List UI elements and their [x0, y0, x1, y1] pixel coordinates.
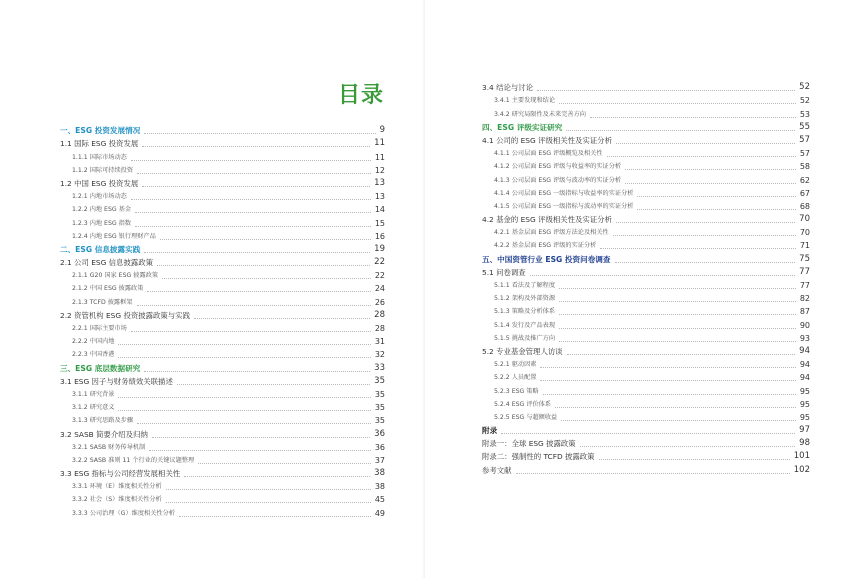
- toc-page-number: 28: [374, 324, 385, 333]
- dot-leader: [559, 314, 796, 315]
- toc-entry[interactable]: [60, 375, 385, 388]
- toc-entry[interactable]: [482, 318, 810, 331]
- toc-page-number: 45: [374, 495, 385, 505]
- toc-entry-label: 4.1.3 公司层面 ESG 评级与波动率的实证分析: [494, 176, 622, 184]
- dot-leader: [559, 288, 796, 289]
- dot-leader: [118, 397, 370, 398]
- dot-leader: [118, 410, 370, 411]
- toc-entry[interactable]: [482, 450, 810, 463]
- toc-page-number: 38: [374, 468, 385, 479]
- toc-page-number: 95: [799, 412, 810, 422]
- dot-leader: [580, 446, 795, 447]
- toc-page-number: 53: [799, 109, 810, 119]
- toc-entry[interactable]: [60, 414, 385, 427]
- toc-entry-label: 2.2.3 中国香港: [72, 351, 115, 359]
- toc-page-number: 14: [374, 205, 385, 215]
- toc-entry-label: 1.1.1 国际市场动态: [72, 153, 127, 161]
- toc-entry-label: 5.2.3 ESG 策略: [494, 387, 539, 395]
- toc-entry[interactable]: [482, 239, 810, 252]
- toc-entry-label: 3.1.2 研究意义: [72, 404, 115, 412]
- dot-leader: [118, 344, 370, 345]
- toc-entry[interactable]: [482, 305, 810, 318]
- toc-entry[interactable]: [60, 401, 385, 414]
- toc-entry-label: 4.2.1 基金层面 ESG 评级方法论及相关性: [494, 229, 609, 237]
- dot-leader: [144, 133, 375, 134]
- dot-leader: [144, 371, 370, 372]
- toc-page-number: 35: [374, 416, 385, 426]
- dot-leader: [561, 420, 796, 421]
- toc-entry[interactable]: [60, 441, 385, 454]
- toc-entry[interactable]: [482, 345, 810, 358]
- toc-page-number: 12: [374, 165, 385, 175]
- toc-page-number: 19: [374, 243, 385, 254]
- toc-page-number: 36: [374, 428, 385, 439]
- toc-section-heading[interactable]: [60, 243, 385, 256]
- dot-leader: [142, 186, 370, 187]
- toc-entry-label: 3.1.1 研究背景: [72, 390, 115, 398]
- toc-entry-label: 4.1.5 公司层面 ESG 一级指标与波动率的实证分析: [494, 202, 634, 210]
- dot-leader: [616, 143, 795, 144]
- toc-entry-label: 一、ESG 投资发展情况: [60, 126, 141, 136]
- toc-page-number: 77: [799, 266, 810, 277]
- toc-entry[interactable]: [60, 454, 385, 467]
- dot-leader: [625, 183, 796, 184]
- toc-page-number: 57: [799, 149, 810, 159]
- toc-section-heading[interactable]: [482, 424, 810, 437]
- toc-entry-label: 附录: [482, 426, 498, 436]
- dot-leader: [540, 380, 795, 381]
- dot-leader: [166, 502, 371, 503]
- dot-leader: [118, 357, 370, 358]
- toc-entry[interactable]: [482, 332, 810, 345]
- toc-entry-label: 4.1 公司的 ESG 评级相关性及实证分析: [482, 135, 612, 145]
- dot-leader: [530, 275, 796, 276]
- toc-entry[interactable]: [60, 295, 385, 308]
- toc-entry-label: 3.2.2 SASB 准则 11 个行业的关键议题整理: [72, 456, 195, 464]
- toc-page-number: 94: [799, 360, 810, 370]
- toc-entry[interactable]: [482, 437, 810, 450]
- toc-entry[interactable]: [60, 269, 385, 282]
- toc-entry-label: 5.1 问卷调查: [482, 267, 526, 277]
- toc-page-number: 22: [374, 257, 385, 268]
- toc-entry-label: 5.2.2 人员配置: [494, 374, 537, 382]
- toc-list-left: [60, 124, 385, 520]
- toc-page-number: 16: [374, 231, 385, 241]
- toc-page-number: 90: [799, 320, 810, 330]
- toc-entry-label: 3.4.2 研究局限性及未来完善方向: [494, 110, 586, 118]
- toc-page-number: 49: [374, 508, 385, 518]
- toc-entry-label: 5.1.3 策略及分析体系: [494, 308, 556, 316]
- toc-entry-label: 2.1.1 G20 国家 ESG 披露政策: [72, 272, 159, 280]
- toc-entry-label: 参考文献: [482, 465, 512, 475]
- toc-page-number: 93: [799, 333, 810, 343]
- dot-leader: [607, 156, 796, 157]
- toc-page-number: 22: [374, 271, 385, 281]
- toc-page-number: 95: [799, 399, 810, 409]
- toc-entry[interactable]: [482, 358, 810, 371]
- toc-entry[interactable]: [482, 398, 810, 411]
- toc-entry-label: 5.2.4 ESG 评价体系: [494, 400, 552, 408]
- toc-page-number: 102: [793, 464, 810, 475]
- toc-entry-label: 5.1.2 架构及外部资源: [494, 295, 556, 303]
- toc-entry-label: 3.3.2 社会（S）维度相关性分析: [72, 496, 162, 504]
- dot-leader: [131, 160, 371, 161]
- toc-entry[interactable]: [482, 134, 810, 147]
- toc-page-number: 98: [799, 438, 810, 449]
- right-page: [425, 0, 850, 578]
- dot-leader: [543, 394, 796, 395]
- toc-entry[interactable]: [482, 226, 810, 239]
- toc-page-number: 26: [374, 297, 385, 307]
- dot-leader: [559, 341, 796, 342]
- toc-entry[interactable]: [60, 282, 385, 295]
- toc-page-number: 95: [799, 386, 810, 396]
- toc-entry-label: 1.2 中国 ESG 投资发展: [60, 178, 139, 188]
- dot-leader: [616, 222, 795, 223]
- toc-entry[interactable]: [482, 279, 810, 292]
- toc-entry[interactable]: [60, 335, 385, 348]
- toc-entry-label: 4.1.1 公司层面 ESG 评级概览及相关性: [494, 150, 603, 158]
- toc-entry[interactable]: [60, 256, 385, 269]
- toc-page-number: 94: [799, 345, 810, 356]
- toc-list-right: [482, 81, 810, 477]
- toc-entry[interactable]: [60, 493, 385, 506]
- toc-entry[interactable]: [482, 200, 810, 213]
- dot-leader: [142, 146, 370, 147]
- dot-leader: [162, 278, 371, 279]
- toc-entry[interactable]: [60, 137, 385, 150]
- dot-leader: [137, 173, 371, 174]
- toc-page-number: 31: [374, 337, 385, 347]
- toc-entry[interactable]: [482, 187, 810, 200]
- toc-entry[interactable]: [60, 480, 385, 493]
- dot-leader: [137, 423, 371, 424]
- toc-page-number: 35: [374, 403, 385, 413]
- toc-entry[interactable]: [482, 213, 810, 226]
- toc-page-number: 67: [799, 188, 810, 198]
- toc-entry-label: 附录一：全球 ESG 披露政策: [482, 439, 576, 449]
- dot-leader: [137, 305, 371, 306]
- dot-leader: [559, 301, 796, 302]
- toc-entry[interactable]: [482, 94, 810, 107]
- toc-page-number: 35: [374, 375, 385, 386]
- toc-entry[interactable]: [482, 292, 810, 305]
- toc-entry-label: 1.2.3 内地 ESG 指数: [72, 219, 132, 227]
- toc-section-heading[interactable]: [482, 252, 810, 265]
- toc-page-number: 9: [379, 125, 385, 136]
- toc-entry-label: 五、中国资管行业 ESG 投资问卷调查: [482, 254, 611, 264]
- dot-leader: [615, 262, 796, 263]
- toc-entry-label: 2.2 资管机构 ESG 投资披露政策与实践: [60, 310, 190, 320]
- dot-leader: [613, 235, 796, 236]
- toc-entry-label: 4.2.2 基金层面 ESG 评级的实证分析: [494, 242, 597, 250]
- toc-entry-label: 2.2.1 国际主要市场: [72, 325, 127, 332]
- dot-leader: [637, 196, 795, 197]
- toc-page-number: 52: [799, 96, 810, 106]
- toc-page-number: 15: [374, 218, 385, 228]
- toc-page-number: 35: [374, 389, 385, 399]
- toc-entry[interactable]: [60, 388, 385, 401]
- toc-page-number: 13: [374, 177, 385, 188]
- toc-entry-label: 2.1.3 TCFD 披露框架: [72, 298, 133, 306]
- toc-entry[interactable]: [482, 411, 810, 424]
- dot-leader: [559, 328, 796, 329]
- toc-entry-label: 3.4 结论与讨论: [482, 83, 534, 93]
- toc-entry[interactable]: [60, 216, 385, 229]
- dot-leader: [149, 450, 371, 451]
- toc-entry-label: 1.2.1 内地市场动态: [72, 193, 127, 201]
- toc-entry-label: 二、ESG 信息披露实践: [60, 244, 141, 254]
- toc-page-number: 13: [374, 192, 385, 202]
- toc-entry-label: 3.3.1 环境（E）维度相关性分析: [72, 483, 162, 491]
- dot-leader: [501, 433, 795, 434]
- toc-page-number: 52: [799, 82, 810, 93]
- dot-leader: [135, 212, 371, 213]
- toc-page-number: 11: [374, 152, 385, 162]
- dot-leader: [166, 489, 371, 490]
- dot-leader: [179, 516, 371, 517]
- toc-entry[interactable]: [60, 164, 385, 177]
- toc-page-number: 62: [799, 175, 810, 185]
- toc-entry-label: 5.2 专业基金管理人访谈: [482, 346, 563, 356]
- toc-entry[interactable]: [60, 467, 385, 480]
- toc-entry-label: 3.4.1 主要发现和结论: [494, 97, 556, 105]
- toc-entry-label: 3.3 ESG 指标与公司经营发展相关性: [60, 469, 181, 479]
- toc-section-heading[interactable]: [60, 124, 385, 137]
- toc-page-number: 71: [799, 241, 810, 251]
- dot-leader: [566, 130, 795, 131]
- toc-entry[interactable]: [60, 177, 385, 190]
- toc-page-number: 82: [799, 294, 810, 304]
- toc-page-number: 24: [374, 284, 385, 294]
- toc-entry[interactable]: [60, 427, 385, 440]
- toc-page-number: 75: [799, 253, 810, 264]
- dot-leader: [177, 384, 370, 385]
- toc-entry[interactable]: [482, 173, 810, 186]
- toc-entry-label: 5.1.4 发行及产品表现: [494, 321, 556, 329]
- dot-leader: [540, 367, 795, 368]
- toc-entry-label: 3.1 ESG 因子与财务绩效关联描述: [60, 376, 173, 386]
- dot-leader: [147, 291, 370, 292]
- toc-entry-label: 1.2.2 内地 ESG 基金: [72, 206, 132, 214]
- toc-entry-label: 4.1.2 公司层面 ESG 评级与收益率的实证分析: [494, 163, 622, 171]
- dot-leader: [516, 473, 790, 474]
- toc-entry[interactable]: [482, 160, 810, 173]
- toc-entry[interactable]: [60, 203, 385, 216]
- toc-page-number: 33: [374, 362, 385, 373]
- toc-section-heading[interactable]: [60, 361, 385, 374]
- toc-page-number: 94: [799, 373, 810, 383]
- toc-entry[interactable]: [60, 150, 385, 163]
- toc-entry-label: 1.1 国际 ESG 投资发展: [60, 139, 139, 149]
- dot-leader: [600, 248, 795, 249]
- toc-page-number: 70: [799, 228, 810, 238]
- toc-entry[interactable]: [482, 147, 810, 160]
- toc-page-number: 32: [374, 350, 385, 360]
- dot-leader: [590, 117, 796, 118]
- toc-entry[interactable]: [60, 190, 385, 203]
- dot-leader: [184, 476, 370, 477]
- dot-leader: [131, 331, 371, 332]
- toc-entry-label: 2.1 公司 ESG 信息披露政策: [60, 258, 154, 268]
- toc-entry[interactable]: [482, 107, 810, 120]
- toc-section-heading[interactable]: [482, 121, 810, 134]
- toc-page-number: 38: [374, 482, 385, 492]
- dot-leader: [625, 169, 796, 170]
- toc-entry-label: 三、ESG 底层数据研究: [60, 363, 141, 373]
- dot-leader: [567, 354, 796, 355]
- toc-entry[interactable]: [60, 322, 385, 335]
- toc-entry[interactable]: [482, 384, 810, 397]
- dot-leader: [144, 252, 370, 253]
- toc-page-number: 101: [793, 451, 810, 462]
- dot-leader: [599, 459, 790, 460]
- toc-entry[interactable]: [60, 506, 385, 519]
- toc-entry-label: 附录二：强制性的 TCFD 披露政策: [482, 452, 595, 462]
- toc-entry[interactable]: [482, 371, 810, 384]
- toc-page-number: 36: [374, 442, 385, 452]
- toc-entry-label: 4.2 基金的 ESG 评级相关性及实证分析: [482, 215, 612, 225]
- dot-leader: [537, 90, 795, 91]
- toc-page-number: 28: [374, 309, 385, 320]
- dot-leader: [198, 463, 371, 464]
- toc-page-number: 55: [799, 121, 810, 132]
- dot-leader: [559, 103, 796, 104]
- toc-entry-label: 1.1.2 国际可持续投资: [72, 166, 134, 174]
- toc-entry-label: 3.2.1 SASB 财务传导机制: [72, 443, 146, 451]
- toc-entry[interactable]: [482, 266, 810, 279]
- dot-leader: [194, 318, 370, 319]
- toc-entry[interactable]: [60, 309, 385, 322]
- toc-entry-label: 4.1.4 公司层面 ESG 一级指标与收益率的实证分析: [494, 189, 634, 197]
- toc-page-number: 57: [799, 134, 810, 145]
- toc-page-number: 77: [799, 281, 810, 290]
- toc-title: 目录: [338, 83, 385, 108]
- toc-entry-label: 3.2 SASB 简要介绍及归纳: [60, 429, 148, 439]
- dot-leader: [152, 437, 370, 438]
- toc-entry[interactable]: [60, 348, 385, 361]
- toc-page-number: 70: [799, 214, 810, 225]
- toc-page-number: 11: [374, 138, 385, 149]
- toc-entry[interactable]: [482, 463, 810, 476]
- toc-page-number: 58: [799, 162, 810, 172]
- toc-entry-label: 3.1.3 研究思路及步骤: [72, 417, 134, 425]
- toc-entry-label: 5.2.1 驱动因素: [494, 361, 537, 369]
- dot-leader: [637, 209, 795, 210]
- toc-entry-label: 2.2.2 中国内地: [72, 338, 115, 346]
- toc-page-number: 68: [799, 201, 810, 211]
- toc-entry-label: 1.2.4 内地 ESG 银行理财产品: [72, 232, 156, 240]
- toc-entry-label: 5.1.5 挑战及推广方向: [494, 334, 556, 342]
- dot-leader: [160, 239, 371, 240]
- toc-entry[interactable]: [482, 81, 810, 94]
- toc-page-number: 37: [374, 455, 385, 465]
- toc-entry-label: 2.1.2 中国 ESG 披露政策: [72, 285, 144, 293]
- toc-page-number: 87: [799, 307, 810, 317]
- toc-page-number: 97: [799, 425, 810, 436]
- toc-entry-label: 5.2.5 ESG 与超额收益: [494, 413, 558, 421]
- toc-entry[interactable]: [60, 230, 385, 243]
- dot-leader: [555, 407, 796, 408]
- dot-leader: [135, 226, 371, 227]
- toc-entry-label: 四、ESG 评级实证研究: [482, 122, 563, 132]
- toc-entry-label: 3.3.3 公司治理（G）维度相关性分析: [72, 509, 175, 517]
- dot-leader: [131, 199, 371, 200]
- dot-leader: [157, 265, 370, 266]
- toc-entry-label: 5.1.1 看法及了解程度: [494, 282, 556, 289]
